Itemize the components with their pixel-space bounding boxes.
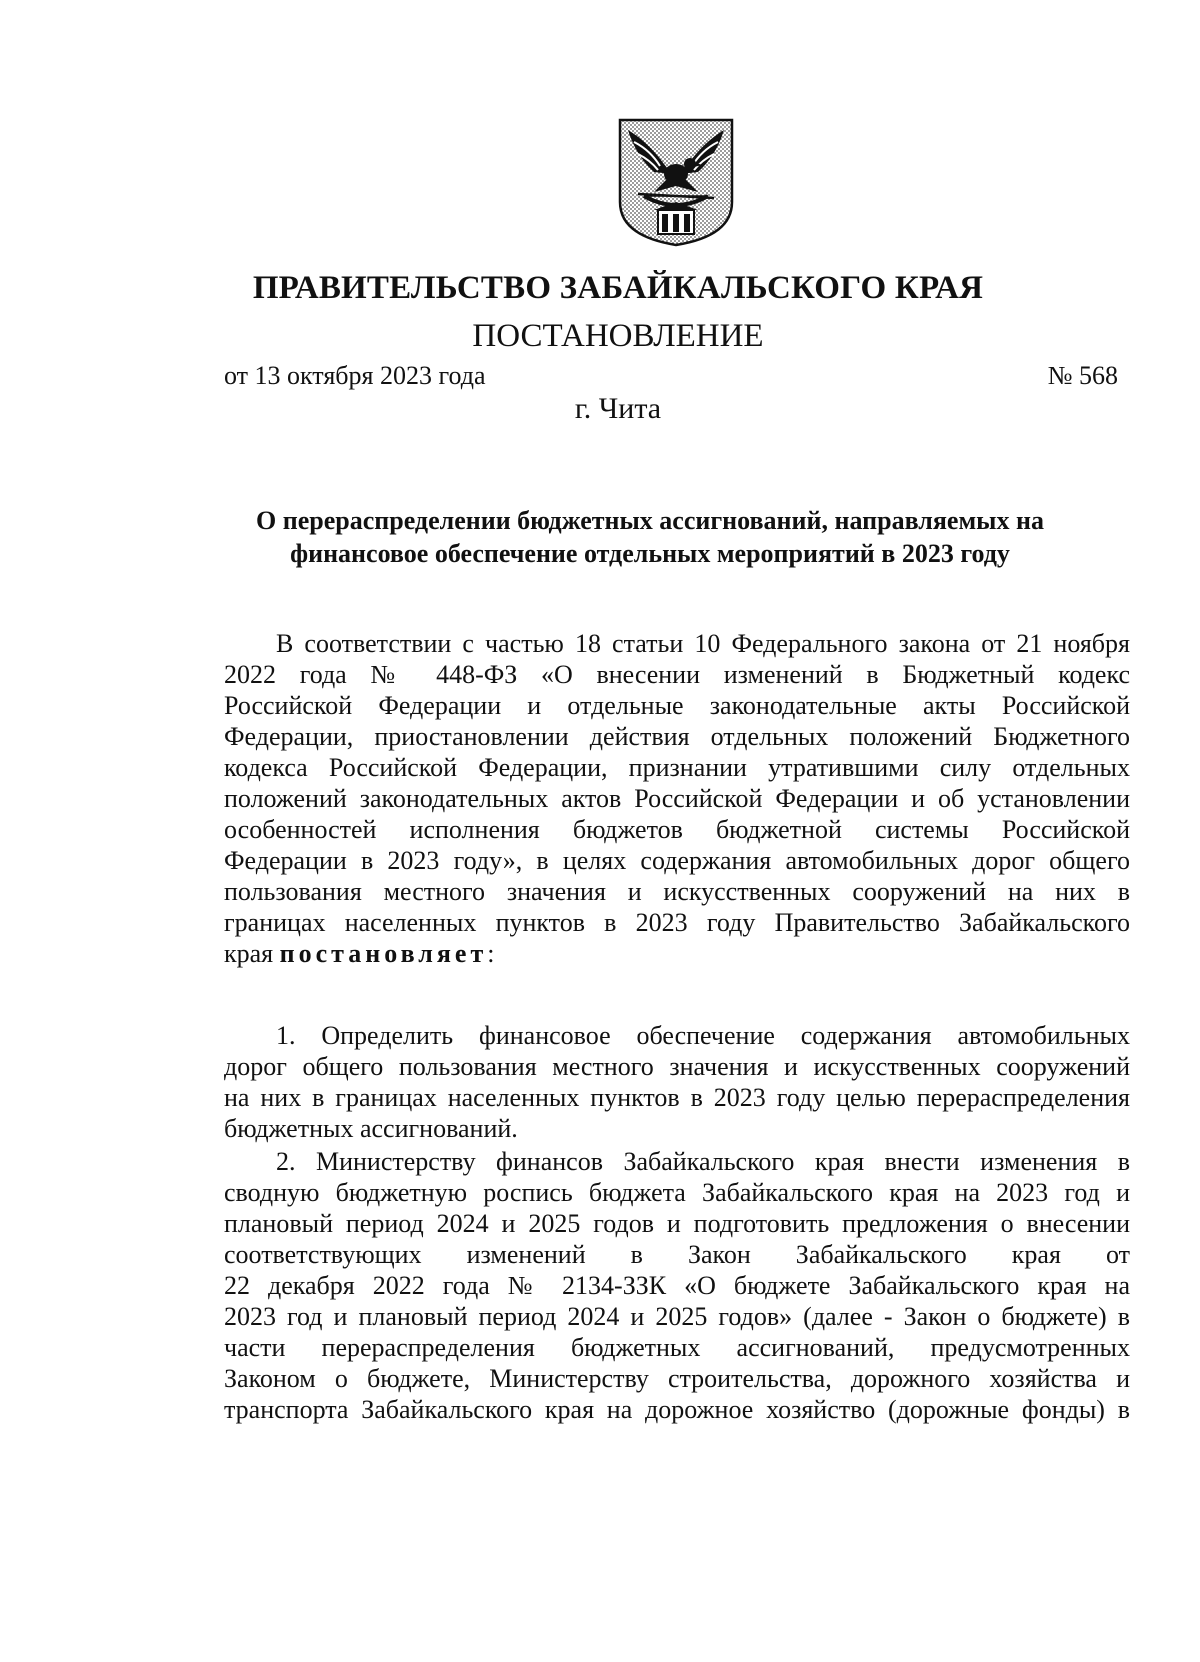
document-number: № 568 [1047,361,1118,390]
paragraph-line: Законом о бюджете, Министерству строительства, дорожного хозяйства и [224,1364,1130,1393]
paragraph-line: Федерации в 2023 году», в целях содержания автомобильных дорог общего [224,846,1130,875]
government-title: ПРАВИТЕЛЬСТВО ЗАБАЙКАЛЬСКОГО КРАЯ [252,270,984,306]
paragraph-line: части перераспределения бюджетных ассигнований, предусмотренных [224,1333,1130,1362]
paragraph-line: 2023 год и плановый период 2024 и 2025 годов» (далее - Закон о бюджете) в [224,1302,1130,1331]
paragraph-line: 22 декабря 2022 года № 2134-ЗЗК «О бюджете Забайкальского края на [224,1271,1130,1300]
paragraph-line: особенностей исполнения бюджетов бюджетной системы Российской [224,815,1130,844]
item-1-paragraph [224,1020,1130,1144]
paragraph-line: 2022 года № 448-ФЗ «О внесении изменений в Бюджетный кодекс [224,660,1130,689]
paragraph-line: границах населенных пунктов в 2023 году Правительство Забайкальского [224,908,1130,937]
paragraph-line: дорог общего пользования местного значения и искусственных сооружений [224,1052,1130,1081]
paragraph-line: кодекса Российской Федерации, признании утратившими силу отдельных [224,753,1130,782]
paragraph-line [224,938,1130,969]
document-type: ПОСТАНОВЛЕНИЕ [472,318,764,354]
subject-line: финансовое обеспечение отдельных мероприятий в 2023 году [290,539,1010,568]
paragraph-line: на них в границах населенных пунктов в 2023 году целью перераспределения [224,1083,1130,1112]
document-date: от 13 октября 2023 года [224,361,486,390]
resolves-word: постановляет [279,939,488,968]
paragraph-line: сводную бюджетную роспись бюджета Забайкальского края на 2023 год и [224,1178,1130,1207]
paragraph-line: В соответствии с частью 18 статьи 10 Федерального закона от 21 ноября [276,629,1130,658]
paragraph-line: соответствующих изменений в Закон Забайкальского края от [224,1240,1130,1269]
paragraph-line: Российской Федерации и отдельные законодательные акты Российской [224,691,1130,720]
paragraph-line: 1. Определить финансовое обеспечение содержания автомобильных [276,1021,1130,1050]
document-subject [200,504,1100,570]
paragraph-line: плановый период 2024 и 2025 годов и подготовить предложения о внесении [224,1209,1130,1238]
subject-line: О перераспределении бюджетных ассигнований, направляемых на [256,506,1044,535]
document-city: г. Чита [574,392,662,425]
paragraph-line: транспорта Забайкальского края на дорожное хозяйство (дорожные фонды) в [224,1395,1130,1424]
preamble-paragraph [224,628,1130,969]
paragraph-line: положений законодательных актов Российской Федерации и об установлении [224,784,1130,813]
zabaykalsky-coat-of-arms-icon [614,116,738,248]
line-suffix: : [487,939,495,968]
item-2-paragraph [224,1146,1130,1425]
paragraph-line: пользования местного значения и искусственных сооружений на них в [224,877,1130,906]
paragraph-line: бюджетных ассигнований. [224,1114,518,1143]
line-prefix: края [224,939,280,968]
paragraph-line: Федерации, приостановлении действия отдельных положений Бюджетного [224,722,1130,751]
paragraph-line: 2. Министерству финансов Забайкальского края внести изменения в [276,1147,1130,1176]
